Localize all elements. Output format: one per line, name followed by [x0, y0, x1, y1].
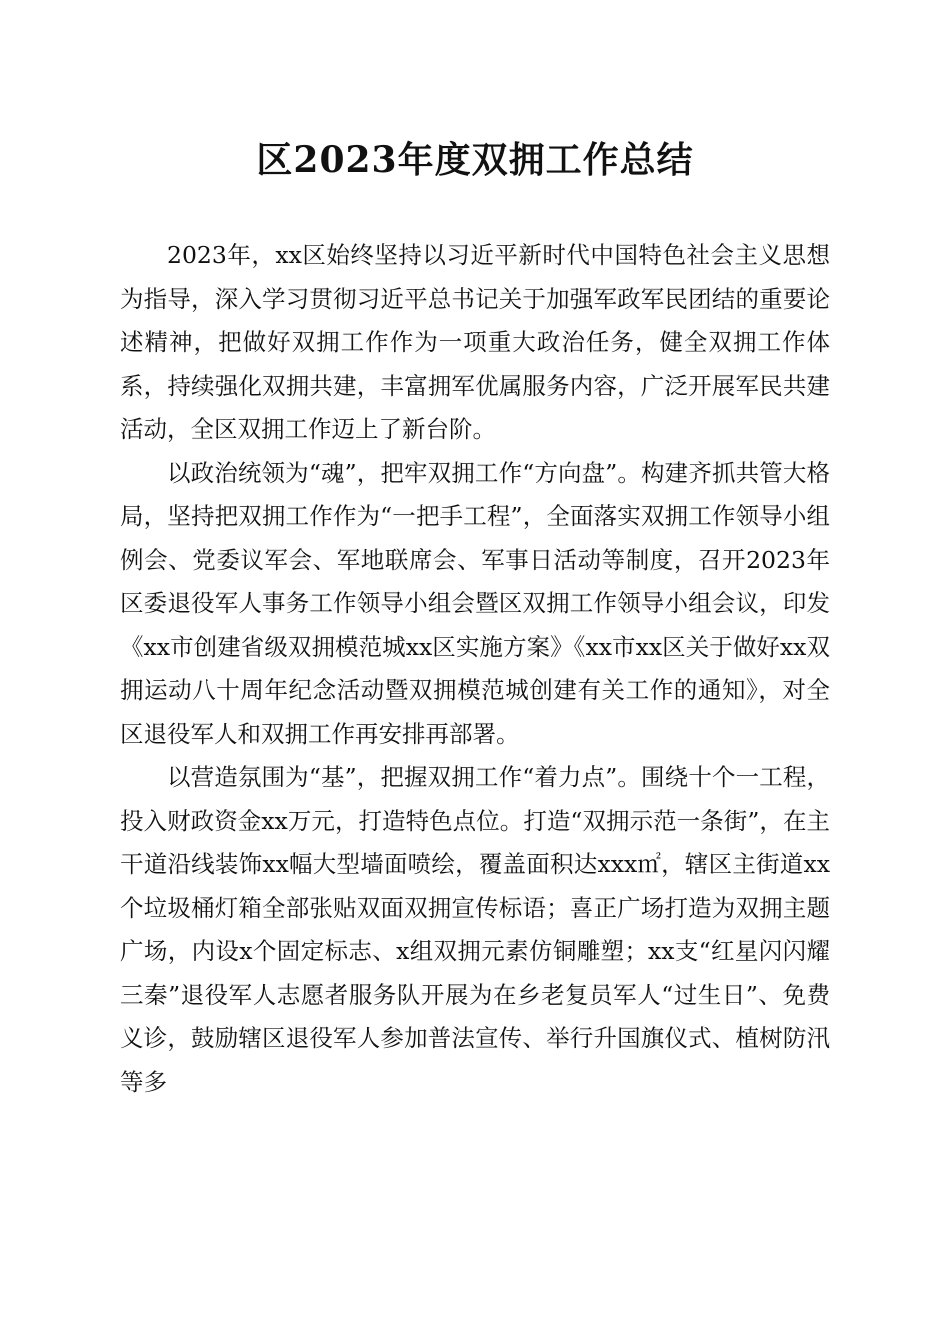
paragraph-atmosphere: 以营造氛围为“基”，把握双拥工作“着力点”。围绕十个一工程，投入财政资金xx万元，打造特色点位。打造“双拥示范一条街”，在主干道沿线装饰xx幅大型墙面喷绘，覆盖面积达xxx㎡，辖区主街道xx个垃圾桶灯箱全部张贴双面双拥宣传标语；喜正广场打造为双拥主题广场，内设x个固定标志、x组双拥元素仿铜雕塑；xx支“红星闪闪耀三秦”退役军人志愿者服务队开展为在乡老复员军人“过生日”、免费义诊，鼓励辖区退役军人参加普法宣传、举行升国旗仪式、植树防汛等多 — [120, 763, 830, 1096]
paragraph-intro: 2023年，xx区始终坚持以习近平新时代中国特色社会主义思想为指导，深入学习贯彻习近平总书记关于加强军政军民团结的重要论述精神，把做好双拥工作作为一项重大政治任务，健全双拥工作体系，持续强化双拥共建，丰富拥军优属服务内容，广泛开展军民共建活动，全区双拥工作迈上了新台阶。 — [120, 241, 830, 443]
document-body — [120, 234, 830, 1104]
paragraph-political-leadership: 以政治统领为“魂”，把牢双拥工作“方向盘”。构建齐抓共管大格局，坚持把双拥工作作为“一把手工程”，全面落实双拥工作领导小组例会、党委议军会、军地联席会、军事日活动等制度，召开2023年区委退役军人事务工作领导小组会暨区双拥工作领导小组会议，印发《xx市创建省级双拥模范城xx区实施方案》《xx市xx区关于做好xx双拥运动八十周年纪念活动暨双拥模范城创建有关工作的通知》，对全区退役军人和双拥工作再安排再部署。 — [120, 458, 830, 748]
document-title: 区2023年度双拥工作总结 — [256, 139, 694, 181]
